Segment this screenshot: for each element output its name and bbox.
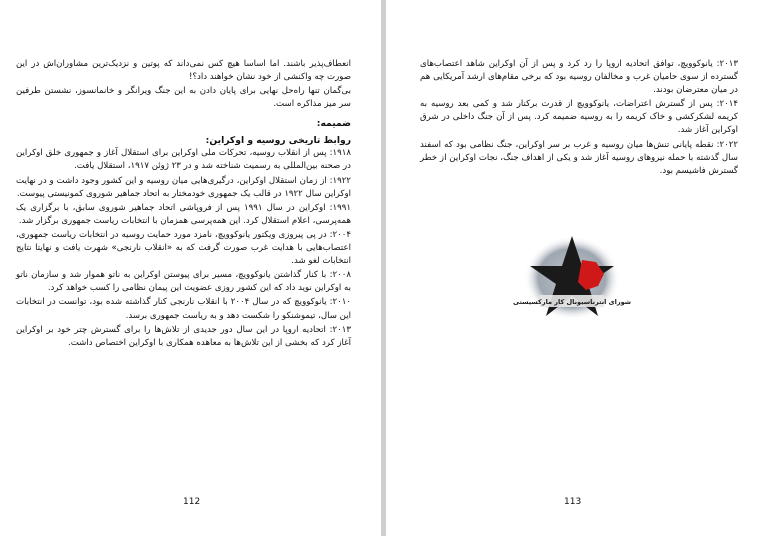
intro-paragraph: بی‌گمان تنها راه‌حل نهایی برای پایان دادن به این جنگ ویرانگر و خانمانسوز، نشستن طرفین سر میز مذاکره است. xyxy=(16,86,351,110)
history-entry-1991: ۱۹۹۱: اوکراین در سال ۱۹۹۱ پس از فروپاشی اتحاد جماهیر شوروی سابق، با برگزاری یک همه‌پرسی، اعلام استقلال کرد. این همه‌پرسی همزمان با انتخابات ریاست جمهوری برگزار شد. xyxy=(16,202,351,226)
star-emblem-logo xyxy=(512,232,632,322)
right-page xyxy=(386,0,768,536)
left-text-column xyxy=(16,58,351,351)
history-entry-2010: ۲۰۱۰: یانوکوویچ که در سال ۲۰۰۴ با انقلاب نارنجی کنار گذاشته شده بود، توانست در انتخابات این سال، تیموشنکو را شکست دهد و به ریاست جمهوری برسد. xyxy=(16,297,351,321)
history-entry-1918: ۱۹۱۸: پس از انقلاب روسیه، تحرکات ملی اوکراین برای استقلال آغاز و جمهوری خلق اوکراین در صحنه بین‌المللی به رسمیت شناخته شد و در ۲۳ ژوئن ۱۹۱۷، استقلال یافت. xyxy=(16,148,351,172)
history-entry-2008: ۲۰۰۸: با کنار گذاشتن یانوکوویچ، مسیر برای پیوستن اوکراین به ناتو هموار شد و سازمان ناتو به اوکراین نوید داد که این کشور روزی عضویت این پیمان نظامی را کسب خواهد کرد. xyxy=(16,270,351,294)
history-entry-2004: ۲۰۰۴: در پی پیروزی ویکتور یانوکوویچ، نامزد مورد حمایت روسیه در انتخابات ریاست جمهوری، اعتصاب‌هایی با هدایت غرب صورت گرفت که به «انقلاب نارنجی» شهرت یافت و نهایتا نتایج انتخابات لغو شد. xyxy=(16,229,351,267)
page-number: 112 xyxy=(183,497,201,507)
page-number: 113 xyxy=(564,497,582,507)
history-entry-2013-eu: ۲۰۱۳: اتحادیه اروپا در این سال دور جدیدی از تلاش‌ها را برای گسترش چتر خود بر اوکراین آغاز کرد که بخشی از این تلاش‌ها به معاهده همکاری با اوکراین اختصاص داشت. xyxy=(16,324,351,348)
intro-paragraph: انعطاف‌پذیر باشند. اما اساسا هیچ کس نمی‌داند که پوتین و نزدیک‌ترین مشاوران‌اش در این صورت چه واکنشی از خود نشان خواهند داد؟! xyxy=(16,59,351,83)
history-entry-2013: ۲۰۱۳: یانوکوویچ، توافق اتحادیه اروپا را رد کرد و پس از آن اوکراین شاهد اعتصاب‌های گسترده از سوی حامیان غرب و مخالفان روسیه بود که برخی مقام‌های ارشد آمریکایی هم در میان معترضان بودند. xyxy=(420,59,738,96)
history-entry-2014: ۲۰۱۴: پس از گسترش اعتراضات، یانوکوویچ از قدرت برکنار شد و کمی بعد روسیه به کریمه لشکرکشی و خاک کریمه را به روسیه ضمیمه کرد. پس از آن جنگ داخلی در شرق اوکراین آغاز شد. xyxy=(420,99,738,136)
appendix-label: ضمیمه: xyxy=(316,118,351,130)
emblem-caption: شورای انترناسیونال کار مارکسیستی xyxy=(512,298,632,306)
right-text-column xyxy=(420,58,738,179)
left-page xyxy=(0,0,381,536)
appendix-title: روابط تاریخی روسیه و اوکراین: xyxy=(205,135,351,147)
history-entry-2022: ۲۰۲۲: نقطه پایانی تنش‌ها میان روسیه و غرب بر سر اوکراین، جنگ نظامی بود که اسفند سال گذشته با حمله نیروهای روسیه آغاز شد و یکی از اهداف جنگ، نجات اوکراین از خطر گسترش فاشیسم بود. xyxy=(420,139,738,176)
history-entry-1922: ۱۹۲۲: از زمان استقلال اوکراین، درگیری‌هایی میان روسیه و این کشور وجود داشت و در نهایت اوکراین سال ۱۹۲۲ در قالب یک جمهوری خودمختار به اتحاد جماهیر شوروی کمونیستی پیوست. xyxy=(16,175,351,199)
